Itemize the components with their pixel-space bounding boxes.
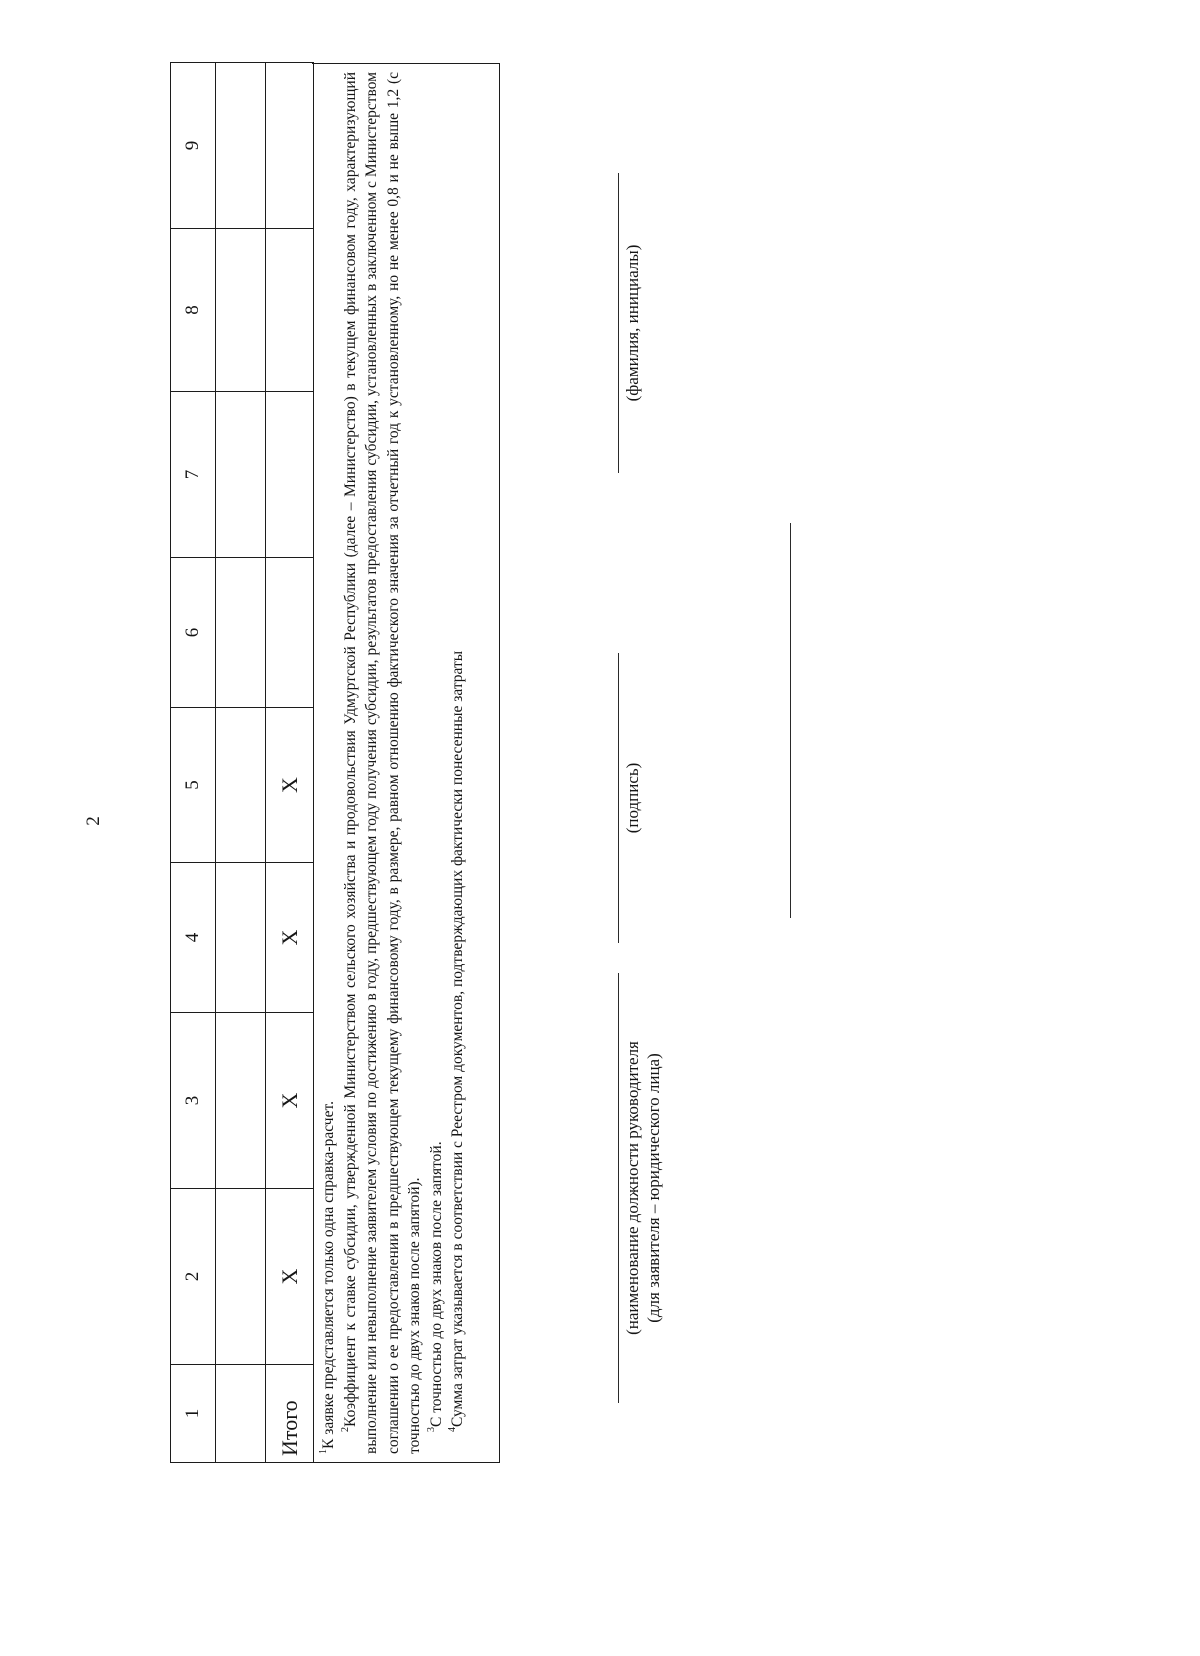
table-cell — [216, 708, 266, 863]
footnotes-block — [312, 63, 500, 1463]
header-cell: 8 — [171, 229, 216, 392]
footnote-text: К заявке представляется только одна справка-расчет. — [320, 1101, 337, 1449]
total-cell — [266, 63, 314, 229]
footnote-3 — [426, 72, 448, 1454]
table-cell — [216, 63, 266, 229]
footnote-mark: 2 — [339, 1427, 351, 1432]
footnote-text: С точностью до двух знаков после запятой. — [427, 1141, 445, 1427]
table-cell — [216, 1365, 266, 1463]
header-cell: 4 — [171, 863, 216, 1013]
table-header-row — [171, 63, 216, 1463]
rotated-page-content — [170, 63, 1170, 1463]
total-cell: X — [266, 1013, 314, 1189]
header-cell: 1 — [171, 1365, 216, 1463]
footnote-text: Коэффициент к ставке субсидии, утвержденной Министерством сельского хозяйства и продовольствия Удмуртской Республики (далее – Министерство) в текущем финансовом году, характеризующий выполнение или невыполнение заявителем условия по достижению в году, предшествующем году получения субсидии, результатов предоставления субсидии, установленных в заключенном с Министерством соглашении о ее предоставлении в предшествующем текущему финансовому году, в размере, равном отношению фактического значения за отчетный год к установленному, но не менее 0,8 и не выше 1,2 (с точностью до двух знаков после запятой). — [341, 72, 423, 1454]
total-row — [266, 63, 314, 1463]
header-cell: 2 — [171, 1189, 216, 1365]
total-cell — [266, 229, 314, 392]
total-cell: X — [266, 708, 314, 863]
footnote-mark: 1 — [318, 1449, 329, 1454]
header-cell: 9 — [171, 63, 216, 229]
footnote-mark: 3 — [425, 1427, 437, 1432]
table-row — [216, 63, 266, 1463]
footnote-4 — [447, 72, 469, 1454]
header-cell: 7 — [171, 392, 216, 558]
name-caption: (фамилия, инициалы) — [623, 244, 642, 402]
name-line — [618, 173, 619, 473]
position-caption-line1: (наименование должности руководителя — [623, 1041, 642, 1335]
footnote-text: Сумма затрат указывается в соответствии с Реестром документов, подтверждающих фактически понесенные затраты — [449, 650, 466, 1427]
signature-caption: (подпись) — [623, 762, 642, 834]
position-line-extra — [790, 523, 791, 918]
table-cell — [216, 863, 266, 1013]
header-cell: 5 — [171, 708, 216, 863]
table-cell — [216, 1189, 266, 1365]
footnote-2 — [340, 72, 426, 1454]
total-cell: X — [266, 863, 314, 1013]
footnote-1 — [318, 72, 340, 1454]
table-cell — [216, 558, 266, 708]
footnote-mark: 4 — [447, 1427, 458, 1432]
table-cell — [216, 1013, 266, 1189]
signature-line — [618, 653, 619, 943]
table-cell — [216, 229, 266, 392]
page-number: 2 — [83, 816, 104, 826]
table-cell — [216, 392, 266, 558]
position-caption — [622, 973, 664, 1403]
total-cell — [266, 558, 314, 708]
position-caption-line2: (для заявителя – юридического лица) — [644, 1053, 663, 1323]
total-cell — [266, 392, 314, 558]
header-cell: 6 — [171, 558, 216, 708]
header-cell: 3 — [171, 1013, 216, 1189]
register-table — [170, 62, 314, 1463]
position-line — [618, 973, 619, 1403]
total-cell: X — [266, 1189, 314, 1365]
total-label: Итого — [266, 1365, 314, 1463]
